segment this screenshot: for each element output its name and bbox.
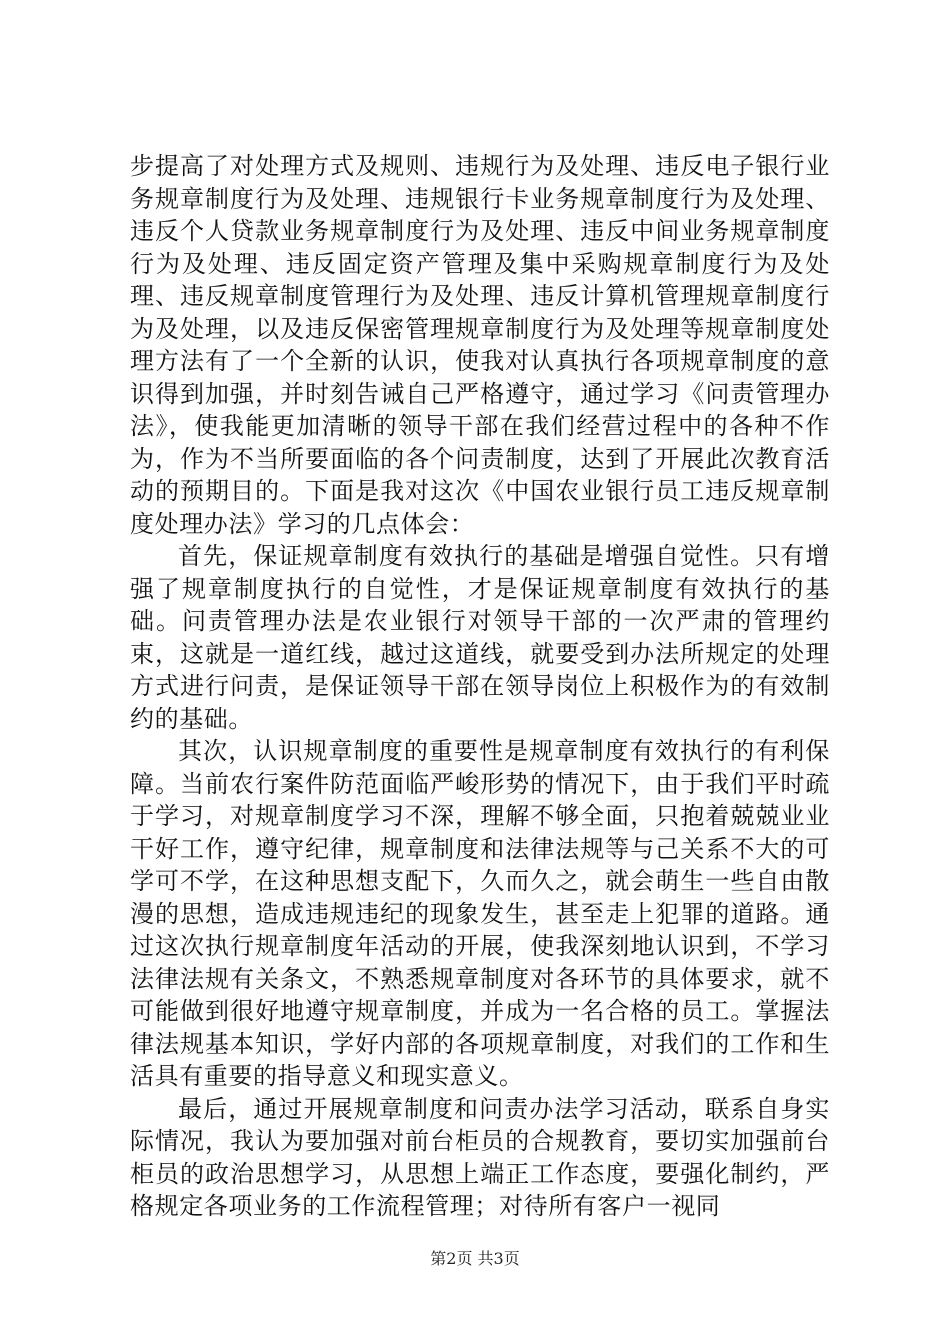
paragraph-4: 最后，通过开展规章制度和问责办法学习活动，联系自身实际情况，我认为要加强对前台柜员的合规教育，要切实加强前台柜员的政治思想学习，从思想上端正工作态度，要强化制约，严格规定各项业务的工作流程管理；对待所有客户一视同	[130, 1094, 830, 1220]
paragraph-2: 首先，保证规章制度有效执行的基础是增强自觉性。只有增强了规章制度执行的自觉性，才是保证规章制度有效执行的基础。问责管理办法是农业银行对领导干部的一次严肃的管理约束，这就是一道红线，越过这道线，就要受到办法所规定的处理方式进行问责，是保证领导干部在领导岗位上积极作为的有效制约的基础。	[130, 542, 830, 733]
paragraph-3: 其次，认识规章制度的重要性是规章制度有效执行的有利保障。当前农行案件防范面临严峻形势的情况下，由于我们平时疏于学习，对规章制度学习不深，理解不够全面，只抱着兢兢业业干好工作，遵守纪律，规章制度和法律法规等与己关系不大的可学可不学，在这种思想支配下，久而久之，就会萌生一些自由散漫的思想，造成违规违纪的现象发生，甚至走上犯罪的道路。通过这次执行规章制度年活动的开展，使我深刻地认识到，不学习法律法规有关条文，不熟悉规章制度对各环节的具体要求，就不可能做到很好地遵守规章制度，并成为一名合格的员工。掌握法律法规基本知识，学好内部的各项规章制度，对我们的工作和生活具有重要的指导意义和现实意义。	[130, 737, 830, 1090]
paragraph-1: 步提高了对处理方式及规则、违规行为及处理、违反电子银行业务规章制度行为及处理、违规银行卡业务规章制度行为及处理、违反个人贷款业务规章制度行为及处理、违反中间业务规章制度行为及处理、违反固定资产管理及集中采购规章制度行为及处理、违反规章制度管理行为及处理、违反计算机管理规章制度行为及处理，以及违反保密管理规章制度行为及处理等规章制度处理方法有了一个全新的认识，使我对认真执行各项规章制度的意识得到加强，并时刻告诫自己严格遵守，通过学习《问责管理办法》，使我能更加清晰的领导干部在我们经营过程中的各种不作为，作为不当所要面临的各个问责制度，达到了开展此次教育活动的预期目的。下面是我对这次《中国农业银行员工违反规章制度处理办法》学习的几点体会：	[130, 152, 830, 538]
document-body	[130, 150, 830, 1223]
page-footer: 第2页 共3页	[430, 1249, 520, 1268]
